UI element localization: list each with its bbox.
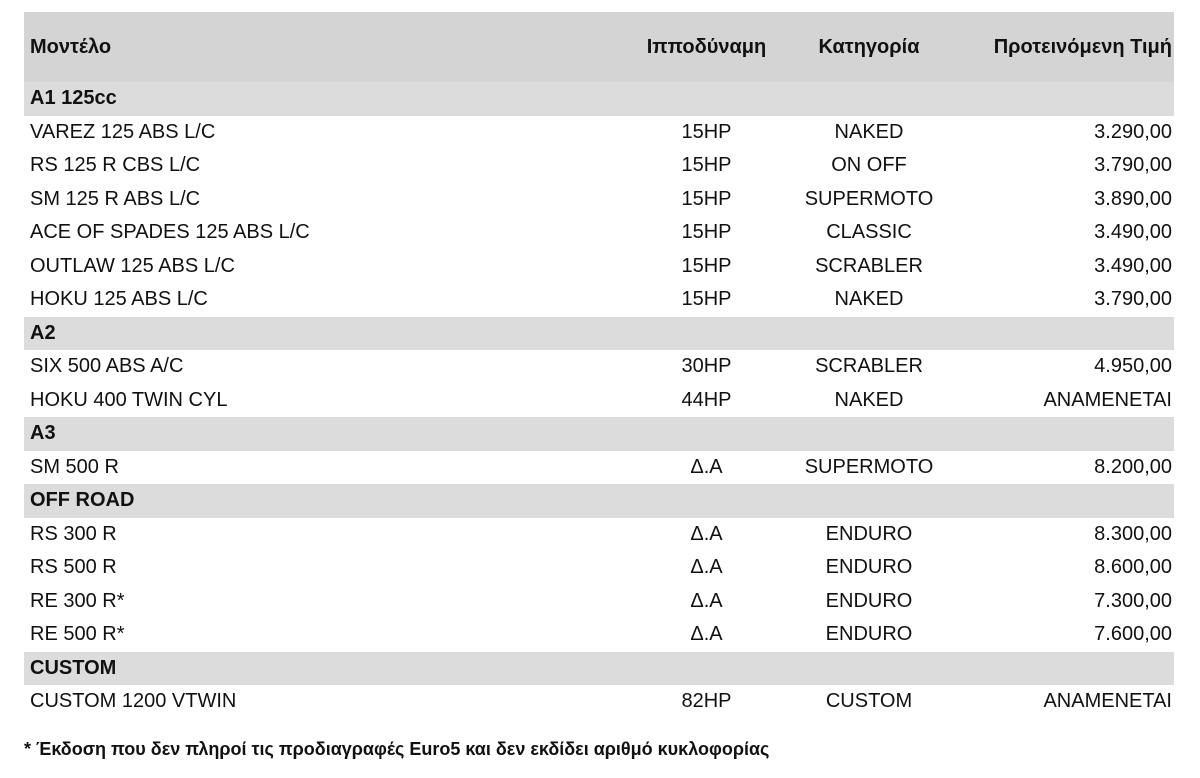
table-row: [24, 350, 1174, 384]
category-cell: ENDURO: [825, 623, 913, 646]
category-row: [24, 82, 1174, 116]
hp-cell: Δ.Α: [690, 556, 723, 579]
table-row: [24, 384, 1174, 418]
hp-cell: 15HP: [681, 254, 732, 277]
price-cell: 3.890,00: [1094, 187, 1172, 210]
category-cell: SUPERMOTO: [804, 187, 934, 210]
table-row: [24, 116, 1174, 150]
price-cell: 3.790,00: [1094, 154, 1172, 177]
price-cell: 3.790,00: [1094, 288, 1172, 311]
model-cell: RS 300 R: [30, 522, 117, 545]
header-hp: Ιπποδύναμη: [646, 35, 767, 58]
category-cell: ENDURO: [825, 589, 913, 612]
table-header: [24, 12, 1174, 82]
price-table: [24, 12, 1174, 719]
header-price: Προτεινόμενη Τιμή: [993, 35, 1172, 58]
category-row: [24, 417, 1174, 451]
model-cell: VAREZ 125 ABS L/C: [30, 120, 216, 143]
table-row: [24, 618, 1174, 652]
table-row: [24, 183, 1174, 217]
category-cell: CLASSIC: [826, 221, 912, 244]
price-cell: ANAMENETAI: [1043, 388, 1172, 411]
hp-cell: 15HP: [681, 187, 732, 210]
category-cell: NAKED: [834, 388, 904, 411]
model-cell: SM 125 R ABS L/C: [30, 187, 201, 210]
hp-cell: 30HP: [681, 355, 732, 378]
category-cell: ENDURO: [825, 522, 913, 545]
table-row: [24, 451, 1174, 485]
hp-cell: 15HP: [681, 221, 732, 244]
model-cell: RE 300 R*: [30, 589, 125, 612]
table-row: [24, 216, 1174, 250]
table-row: [24, 283, 1174, 317]
price-cell: 7.600,00: [1094, 623, 1172, 646]
footnote: * Έκδοση που δεν πληροί τις προδιαγραφές Euro5 και δεν εκδίδει αριθμό κυκλοφορίας: [24, 739, 770, 759]
table-row: [24, 149, 1174, 183]
model-cell: ACE OF SPADES 125 ABS L/C: [30, 221, 310, 244]
price-cell: 8.200,00: [1094, 455, 1172, 478]
model-cell: RS 500 R: [30, 556, 117, 579]
price-cell: 7.300,00: [1094, 589, 1172, 612]
hp-cell: 15HP: [681, 288, 732, 311]
hp-cell: Δ.Α: [690, 522, 723, 545]
category-title: A1 125cc: [30, 87, 117, 110]
price-cell: 8.600,00: [1094, 556, 1172, 579]
category-row: [24, 484, 1174, 518]
model-cell: OUTLAW 125 ABS L/C: [30, 254, 235, 277]
category-cell: ON OFF: [831, 154, 907, 177]
model-cell: RE 500 R*: [30, 623, 125, 646]
model-cell: HOKU 125 ABS L/C: [30, 288, 208, 311]
model-cell: RS 125 R CBS L/C: [30, 154, 201, 177]
category-cell: SCRABLER: [815, 355, 923, 378]
model-cell: SIX 500 ABS A/C: [30, 355, 184, 378]
price-cell: 3.290,00: [1094, 120, 1172, 143]
header-category: Κατηγορία: [818, 35, 920, 58]
category-cell: SUPERMOTO: [804, 455, 934, 478]
model-cell: SM 500 R: [30, 455, 119, 478]
header-model: Μοντέλο: [30, 35, 112, 58]
hp-cell: 15HP: [681, 120, 732, 143]
hp-cell: Δ.Α: [690, 589, 723, 612]
hp-cell: 44HP: [681, 388, 732, 411]
model-cell: HOKU 400 TWIN CYL: [30, 388, 228, 411]
table-row: [24, 250, 1174, 284]
table-row: [24, 518, 1174, 552]
category-row: [24, 652, 1174, 686]
table-body: [24, 82, 1174, 719]
hp-cell: 82HP: [681, 690, 732, 713]
table-row: [24, 551, 1174, 585]
category-cell: NAKED: [834, 288, 904, 311]
category-cell: NAKED: [834, 120, 904, 143]
hp-cell: Δ.Α: [690, 455, 723, 478]
price-cell: 4.950,00: [1094, 355, 1172, 378]
table-row: [24, 585, 1174, 619]
price-cell: 3.490,00: [1094, 254, 1172, 277]
category-cell: CUSTOM: [825, 690, 913, 713]
price-cell: 8.300,00: [1094, 522, 1172, 545]
hp-cell: 15HP: [681, 154, 732, 177]
model-cell: CUSTOM 1200 VTWIN: [30, 690, 237, 713]
category-title: CUSTOM: [30, 656, 117, 679]
category-row: [24, 317, 1174, 351]
price-cell: 3.490,00: [1094, 221, 1172, 244]
category-cell: ENDURO: [825, 556, 913, 579]
category-title: A3: [30, 422, 56, 445]
price-cell: ANAMENETAI: [1043, 690, 1172, 713]
table-row: [24, 685, 1174, 719]
category-title: OFF ROAD: [30, 489, 135, 512]
category-title: A2: [30, 321, 56, 344]
category-cell: SCRABLER: [815, 254, 923, 277]
hp-cell: Δ.Α: [690, 623, 723, 646]
